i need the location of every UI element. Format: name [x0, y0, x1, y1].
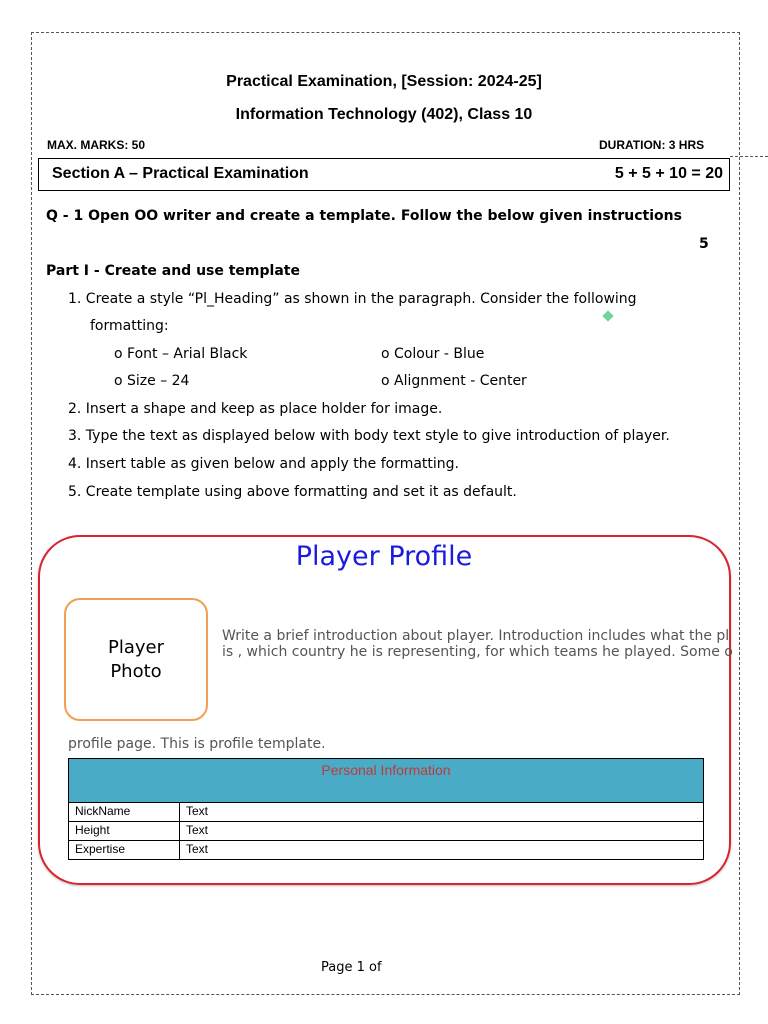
table-cell-value: Text	[186, 842, 209, 856]
table-cell-value: Text	[186, 804, 209, 818]
subject-title: Information Technology (402), Class 10	[235, 106, 533, 123]
table-row	[69, 822, 703, 841]
table-row	[69, 841, 703, 859]
personal-info-table[interactable]	[68, 758, 704, 860]
list-item: 2. Insert a shape and keep as place holder for image.	[68, 401, 443, 417]
list-item: formatting:	[90, 318, 169, 334]
photo-label-line1: Player	[107, 636, 164, 658]
duration: DURATION: 3 HRS	[599, 138, 705, 152]
intro-text-line1: Write a brief introduction about player. Introduction includes what the pl	[222, 628, 730, 644]
table-row	[69, 803, 703, 822]
section-header	[38, 158, 730, 191]
sub-item-colour: o Colour - Blue	[381, 346, 485, 362]
question-marks: 5	[699, 236, 709, 252]
list-item: 1. Create a style “Pl_Heading” as shown in the paragraph. Consider the following	[68, 291, 637, 307]
intro-text-line3: profile page. This is profile template.	[68, 736, 326, 752]
list-item: 4. Insert table as given below and apply the formatting.	[68, 456, 459, 472]
section-title: Section A – Practical Examination	[52, 165, 309, 182]
table-cell-label: NickName	[69, 803, 180, 821]
part-heading: Part I - Create and use template	[46, 263, 300, 279]
question-label: Q - 1 Open OO writer and create a template. Follow the below given instructions	[46, 208, 682, 224]
profile-title: Player Profile	[295, 541, 473, 572]
exam-title: Practical Examination, [Session: 2024-25]	[226, 73, 542, 90]
table-cell-value: Text	[186, 823, 209, 837]
section-marks: 5 + 5 + 10 = 20	[614, 165, 723, 182]
sub-item-font: o Font – Arial Black	[114, 346, 248, 362]
sub-item-size: o Size – 24	[114, 373, 190, 389]
list-item: 3. Type the text as displayed below with body text style to give introduction of player.	[68, 428, 670, 444]
intro-text-line2: is , which country he is representing, for which teams he played. Some o	[222, 644, 733, 660]
sub-item-alignment: o Alignment - Center	[381, 373, 527, 389]
photo-label-line2: Photo	[110, 660, 162, 682]
max-marks: MAX. MARKS: 50	[47, 138, 146, 152]
page-number: Page 1 of	[321, 960, 382, 975]
list-item: 5. Create template using above formatting and set it as default.	[68, 484, 517, 500]
table-cell-label: Height	[69, 822, 180, 840]
table-header: Personal Information	[69, 759, 703, 803]
margin-guide	[730, 156, 768, 157]
player-photo-placeholder[interactable]	[64, 598, 208, 721]
table-cell-label: Expertise	[69, 841, 180, 859]
